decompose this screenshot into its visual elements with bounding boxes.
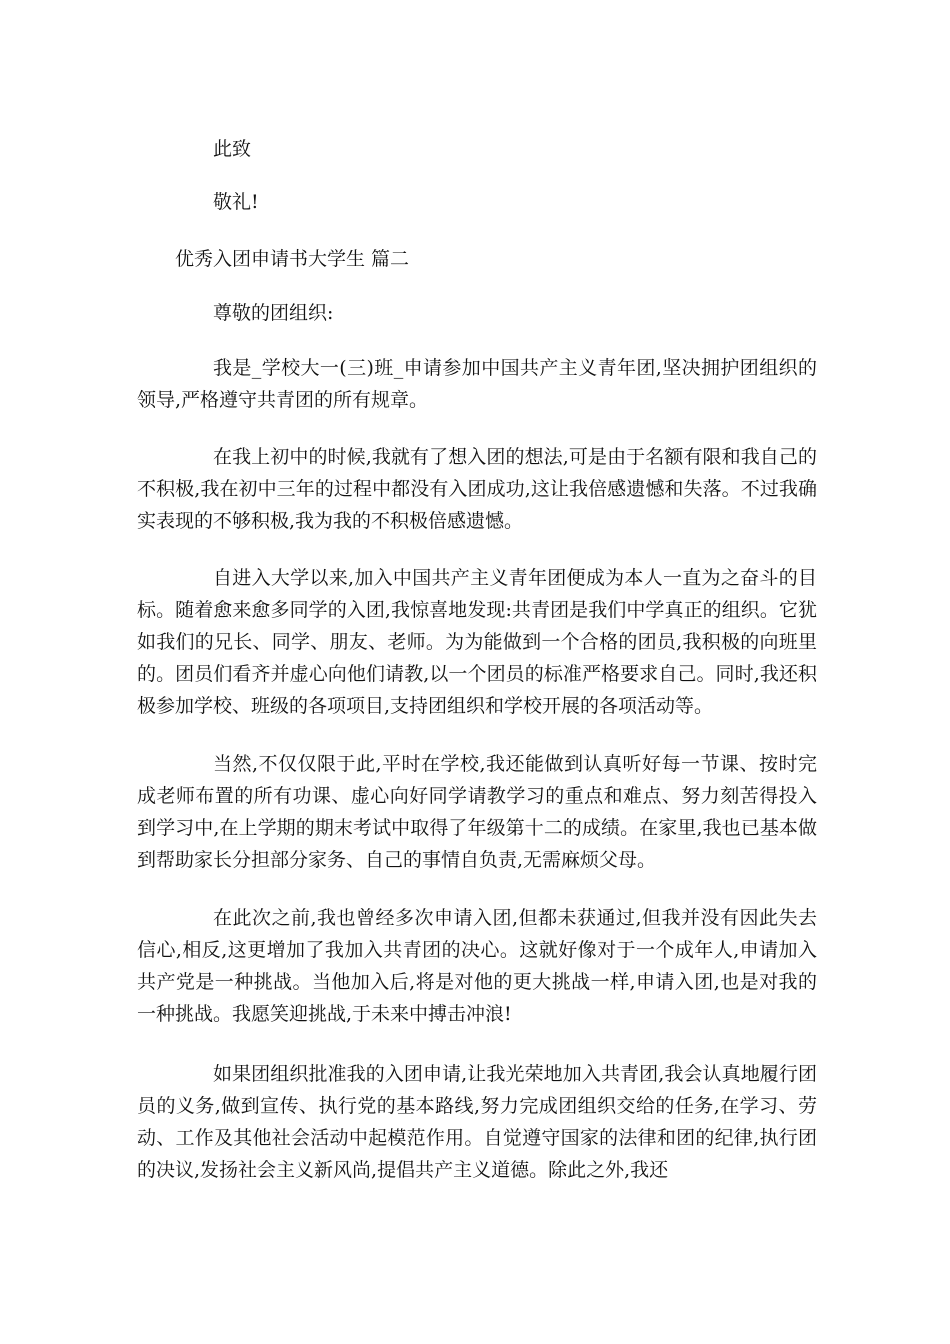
paragraph-commitment: 如果团组织批准我的入团申请,让我光荣地加入共青团,我会认真地履行团员的义务,做到宣传、执行党的基本路线,努力完成团组织交给的任务,在学习、劳动、工作及其他社会活动中起模范作用。自觉遵守国家的法律和团的纪律,执行团的决议,发扬社会主义新风尚,提倡共产主义道德。除此之外,我还 (137, 1063, 817, 1181)
paragraph-challenge: 在此次之前,我也曾经多次申请入团,但都未获通过,但我并没有因此失去信心,相反,这更增加了我加入共青团的决心。这就好像对于一个成年人,申请加入共产党是一种挑战。当他加入后,将是对他的更大挑战一样,申请入团,也是对我的一种挑战。我愿笑迎挑战,于未来中搏击冲浪! (137, 907, 817, 1025)
addressee: 尊敬的团组织: (213, 302, 334, 324)
closing-salutation: 此致 (213, 138, 252, 160)
paragraph-junior-high: 在我上初中的时候,我就有了想入团的想法,可是由于名额有限和我自己的不积极,我在初中三年的过程中都没有入团成功,这让我倍感遗憾和失落。不过我确实表现的不够积极,我为我的不积极倍感遗憾。 (137, 446, 817, 532)
paragraph-intro: 我是_学校大一(三)班_申请参加中国共产主义青年团,坚决拥护团组织的领导,严格遵守共青团的所有规章。 (137, 357, 817, 411)
paragraph-university: 自进入大学以来,加入中国共产主义青年团便成为本人一直为之奋斗的目标。随着愈来愈多同学的入团,我惊喜地发现:共青团是我们中学真正的组织。它犹如我们的兄长、同学、朋友、老师。为为能做到一个合格的团员,我积极的向班里的。团员们看齐并虚心向他们请教,以一个团员的标准严格要求自己。同时,我还积极参加学校、班级的各项项目,支持团组织和学校开展的各项活动等。 (137, 567, 817, 717)
closing-regards: 敬礼! (213, 191, 259, 213)
section-title: 优秀入团申请书大学生 篇二 (175, 248, 410, 270)
paragraph-study: 当然,不仅仅限于此,平时在学校,我还能做到认真听好每一节课、按时完成老师布置的所有功课、虚心向好同学请教学习的重点和难点、努力刻苦得投入到学习中,在上学期的期末考试中取得了年级第十二的成绩。在家里,我也已基本做到帮助家长分担部分家务、自己的事情自负责,无需麻烦父母。 (137, 753, 817, 871)
